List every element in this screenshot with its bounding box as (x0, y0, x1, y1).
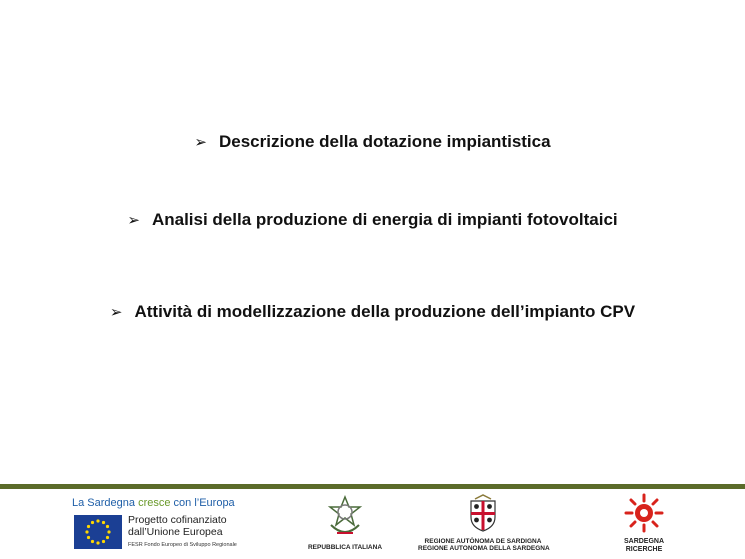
bullet-item (0, 132, 745, 152)
bullet-text: Analisi della produzione di energia di impianti fotovoltaici (151, 210, 618, 229)
sardinia-coat-of-arms-icon (463, 493, 503, 533)
eu-cofinancing-logo (72, 497, 272, 555)
bullet-item (0, 210, 745, 230)
footer-logos (0, 489, 745, 559)
eu-flag-icon (74, 515, 122, 549)
eu-tagline: La Sardegna cresce con l’Europa (72, 497, 235, 509)
sardegna-ricerche-caption-2: RICERCHE (625, 546, 663, 553)
bullet-item (0, 302, 745, 322)
bullet-text: Descrizione della dotazione impiantistica (218, 132, 551, 151)
regione-caption-sardinian: REGIONE AUTÒNOMA DE SARDIGNA (424, 538, 542, 545)
repubblica-caption: REPUBBLICA ITALIANA (307, 544, 383, 551)
bullet-text: Attività di modellizzazione della produzione dell’impianto CPV (134, 302, 636, 321)
regione-sardegna-logo (418, 493, 548, 552)
arrow-bullet-icon: ➢ (127, 212, 140, 229)
sardegna-ricerche-caption-1: SARDEGNA (623, 538, 665, 545)
arrow-bullet-icon: ➢ (109, 304, 123, 321)
sardegna-ricerche-sun-icon (624, 493, 664, 533)
repubblica-italiana-logo (290, 495, 400, 551)
eu-fund-text: FESR Fondo Europeo di Sviluppo Regionale (128, 542, 237, 548)
regione-caption-italian: REGIONE AUTONOMA DELLA SARDEGNA (418, 545, 550, 552)
sardegna-ricerche-logo (612, 493, 676, 554)
arrow-bullet-icon: ➢ (194, 134, 207, 151)
italian-emblem-icon (327, 495, 363, 539)
eu-cofinancing-text: Progetto cofinanziato dall’Unione Europea (128, 514, 227, 538)
